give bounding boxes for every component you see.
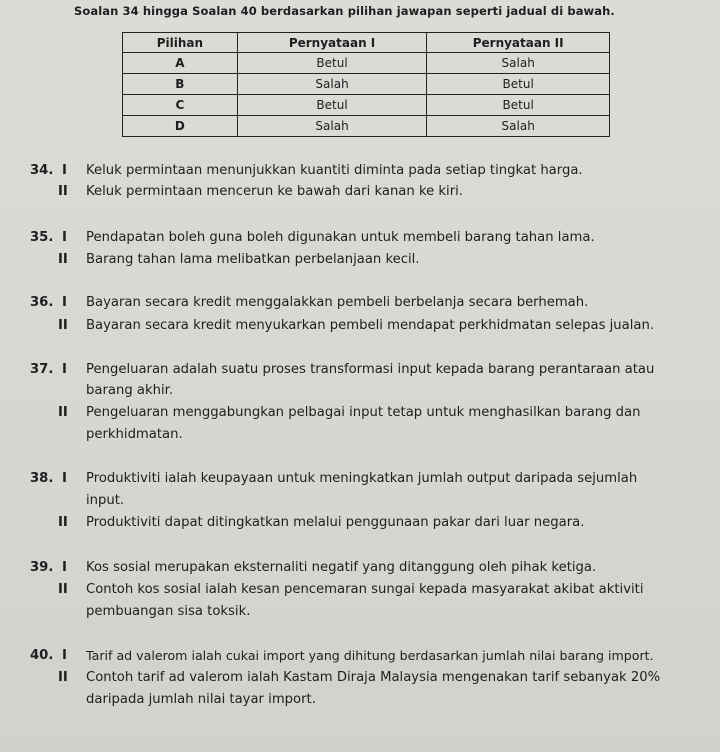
header-pilihan: Pilihan bbox=[123, 33, 238, 53]
statement-1-text-cont: input. bbox=[86, 493, 125, 508]
statement-2-text: Barang tahan lama melibatkan perbelanjaan kecil. bbox=[86, 252, 420, 267]
statement-1-value: Betul bbox=[237, 53, 427, 74]
header-pernyataan-2: Pernyataan II bbox=[427, 33, 610, 53]
table-row bbox=[123, 116, 610, 137]
statement-1-label: I bbox=[62, 648, 67, 663]
statement-2-label: II bbox=[58, 582, 68, 597]
statement-2-text-cont: daripada jumlah nilai tayar import. bbox=[86, 692, 316, 707]
statement-1-text: Produktiviti ialah keupayaan untuk meningkatkan jumlah output daripada sejumlah bbox=[86, 471, 638, 486]
statement-1-label: I bbox=[62, 471, 67, 486]
statement-2-label: II bbox=[58, 405, 68, 420]
statement-1-text: Pendapatan boleh guna boleh digunakan untuk membeli barang tahan lama. bbox=[86, 230, 595, 245]
statement-1-text: Kos sosial merupakan eksternaliti negatif yang ditanggung oleh pihak ketiga. bbox=[86, 560, 597, 575]
option-letter: A bbox=[123, 53, 238, 74]
statement-1-text: Keluk permintaan menunjukkan kuantiti diminta pada setiap tingkat harga. bbox=[86, 163, 583, 178]
statement-1-text: Tarif ad valerom ialah cukai import yang dihitung berdasarkan jumlah nilai barang import. bbox=[86, 648, 654, 663]
statement-2-value: Salah bbox=[427, 53, 610, 74]
statement-1-label: I bbox=[62, 295, 67, 310]
table-header-row bbox=[123, 33, 610, 53]
statement-2-text-cont: perkhidmatan. bbox=[86, 427, 183, 442]
statement-2-label: II bbox=[58, 515, 68, 530]
statement-2-label: II bbox=[58, 670, 68, 685]
statement-1-label: I bbox=[62, 560, 67, 575]
statement-2-text: Produktiviti dapat ditingkatkan melalui penggunaan pakar dari luar negara. bbox=[86, 515, 585, 530]
statement-2-text-cont: pembuangan sisa toksik. bbox=[86, 604, 251, 619]
question-number: 36. bbox=[30, 295, 54, 310]
answer-options-table bbox=[122, 32, 610, 137]
statement-2-label: II bbox=[58, 184, 68, 199]
statement-1-value: Betul bbox=[237, 95, 427, 116]
statement-2-label: II bbox=[58, 252, 68, 267]
statement-2-label: II bbox=[58, 318, 68, 333]
table-row bbox=[123, 53, 610, 74]
statement-1-text: Bayaran secara kredit menggalakkan pembeli berbelanja secara berhemah. bbox=[86, 295, 589, 310]
table-row bbox=[123, 95, 610, 116]
question-number: 34. bbox=[30, 163, 54, 178]
statement-1-text: Pengeluaran adalah suatu proses transformasi input kepada barang perantaraan atau bbox=[86, 362, 655, 377]
statement-2-text: Bayaran secara kredit menyukarkan pembeli mendapat perkhidmatan selepas jualan. bbox=[86, 318, 655, 333]
statement-1-value: Salah bbox=[237, 74, 427, 95]
statement-2-value: Betul bbox=[427, 74, 610, 95]
question-number: 37. bbox=[30, 362, 54, 377]
statement-2-text: Contoh tarif ad valerom ialah Kastam Diraja Malaysia mengenakan tarif sebanyak 20% bbox=[86, 670, 661, 685]
option-letter: C bbox=[123, 95, 238, 116]
question-number: 40. bbox=[30, 648, 54, 663]
option-letter: D bbox=[123, 116, 238, 137]
statement-1-value: Salah bbox=[237, 116, 427, 137]
header-pernyataan-1: Pernyataan I bbox=[237, 33, 427, 53]
instruction-text: Soalan 34 hingga Soalan 40 berdasarkan pilihan jawapan seperti jadual di bawah. bbox=[74, 4, 615, 18]
question-number: 35. bbox=[30, 230, 54, 245]
question-number: 38. bbox=[30, 471, 54, 486]
statement-2-value: Betul bbox=[427, 95, 610, 116]
statement-2-text: Keluk permintaan mencerun ke bawah dari kanan ke kiri. bbox=[86, 184, 463, 199]
statement-1-label: I bbox=[62, 163, 67, 178]
statement-2-text: Pengeluaran menggabungkan pelbagai input tetap untuk menghasilkan barang dan bbox=[86, 405, 641, 420]
statement-1-label: I bbox=[62, 230, 67, 245]
question-number: 39. bbox=[30, 560, 54, 575]
statement-1-text-cont: barang akhir. bbox=[86, 383, 174, 398]
table-row bbox=[123, 74, 610, 95]
option-letter: B bbox=[123, 74, 238, 95]
statement-2-value: Salah bbox=[427, 116, 610, 137]
statement-1-label: I bbox=[62, 362, 67, 377]
statement-2-text: Contoh kos sosial ialah kesan pencemaran sungai kepada masyarakat akibat aktiviti bbox=[86, 582, 644, 597]
